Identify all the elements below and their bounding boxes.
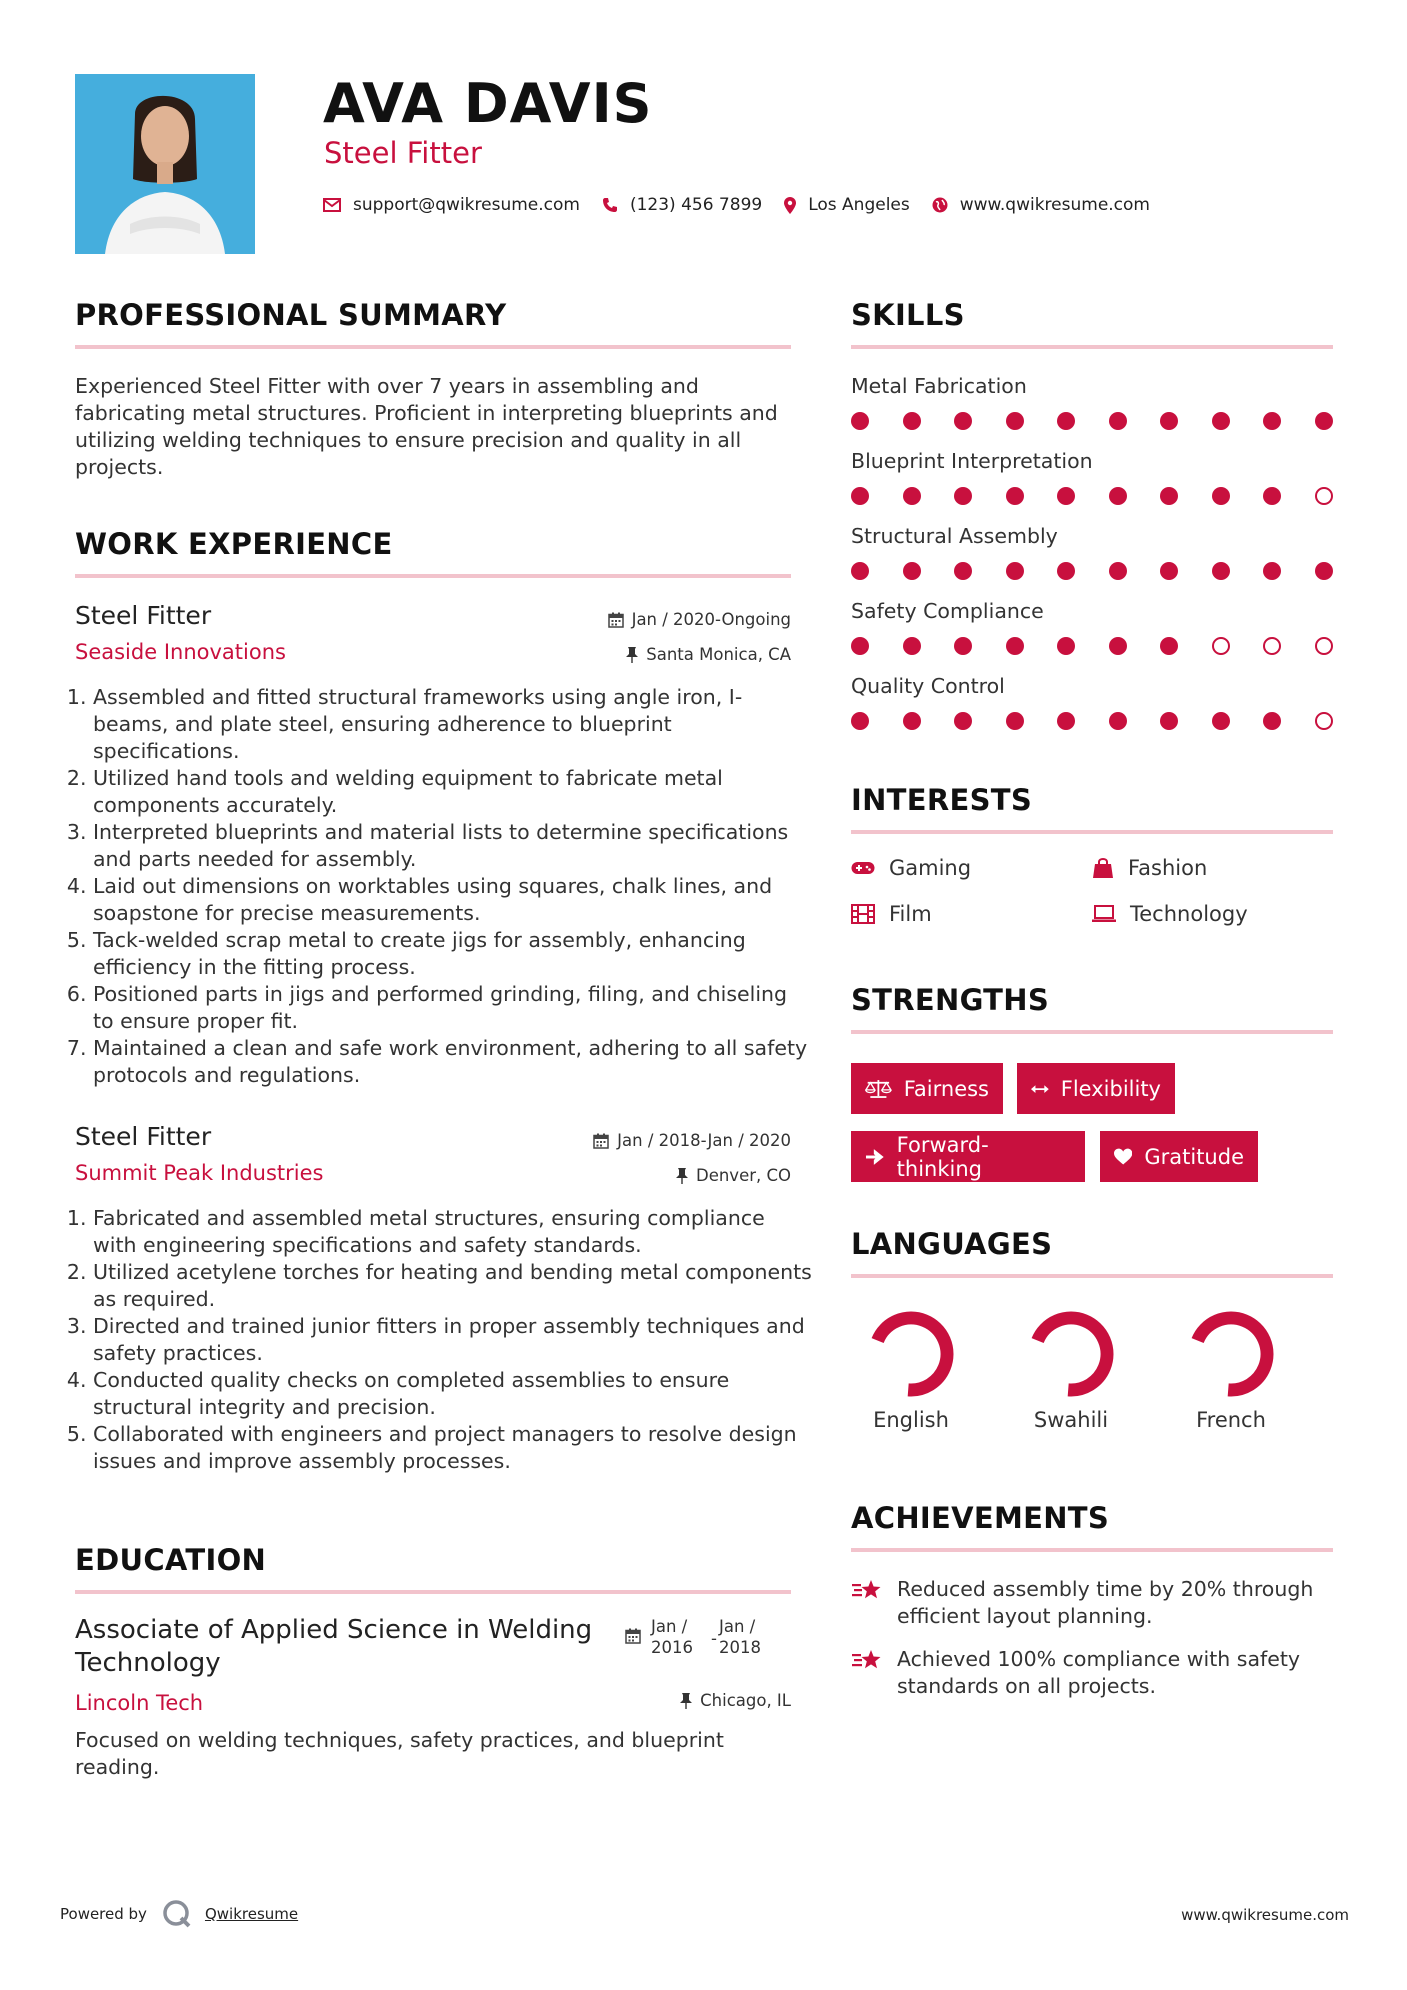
skill-rating — [851, 562, 1336, 584]
candidate-role: Steel Fitter — [324, 136, 482, 170]
skill-dot-filled — [954, 487, 972, 505]
education-location-text: Chicago, IL — [700, 1691, 791, 1710]
skill-dot-filled — [954, 637, 972, 655]
balance-scale-icon — [865, 1078, 892, 1100]
education-dates — [625, 1616, 761, 1658]
skill-dot-filled — [1109, 412, 1127, 430]
achievement-text: Achieved 100% compliance with safety standards on all projects. — [897, 1647, 1301, 1698]
skill-dot-filled — [1109, 487, 1127, 505]
education-location — [440, 1691, 791, 1710]
education-heading: EDUCATION — [75, 1543, 267, 1577]
job-dates-text: Jan / 2018-Jan / 2020 — [617, 1131, 791, 1150]
skill-dot-filled — [1109, 712, 1127, 730]
language-name: French — [1196, 1408, 1266, 1432]
interest-label: Technology — [1130, 902, 1248, 926]
skill-dot-filled — [1315, 562, 1333, 580]
contact-email-text: support@qwikresume.com — [353, 195, 580, 215]
skill-rating — [851, 637, 1336, 659]
skills-rule — [851, 345, 1333, 349]
job-dates — [440, 1131, 791, 1150]
laptop-icon — [1092, 905, 1116, 923]
strengths-rule — [851, 1030, 1333, 1034]
language-gauge — [1023, 1306, 1119, 1402]
strengths-heading: STRENGTHS — [851, 983, 1050, 1017]
skill-dot-filled — [1160, 487, 1178, 505]
gamepad-icon — [851, 860, 875, 876]
interest-label: Fashion — [1128, 856, 1208, 880]
skill-dot-filled — [1057, 637, 1075, 655]
pushpin-icon — [680, 1693, 692, 1709]
contact-website-text: www.qwikresume.com — [959, 195, 1150, 215]
footer-powered-by — [60, 1898, 298, 1930]
education-degree: Associate of Applied Science in Welding Technology — [75, 1615, 593, 1678]
interest-film — [851, 902, 932, 926]
strength-badge — [1100, 1131, 1258, 1182]
job-dates-text: Jan / 2020-Ongoing — [631, 610, 791, 629]
heart-icon — [1114, 1147, 1132, 1167]
language-name: English — [873, 1408, 949, 1432]
job-dates — [440, 610, 791, 629]
skill-dot-filled — [903, 487, 921, 505]
skill-name: Blueprint Interpretation — [851, 449, 1093, 473]
education-description: Focused on welding techniques, safety practices, and blueprint reading. — [75, 1728, 724, 1779]
calendar-icon — [593, 1133, 609, 1149]
education-start — [651, 1616, 693, 1658]
skill-dot-filled — [1006, 637, 1024, 655]
skill-dot-empty — [1263, 637, 1281, 655]
skill-dot-empty — [1315, 487, 1333, 505]
language-level-arc — [1184, 1307, 1278, 1401]
film-icon — [851, 904, 875, 924]
skill-dot-filled — [1263, 562, 1281, 580]
skill-dot-filled — [1006, 412, 1024, 430]
skill-dot-filled — [1160, 637, 1178, 655]
contact-website[interactable] — [932, 195, 1150, 215]
skill-dot-filled — [903, 412, 921, 430]
interest-label: Gaming — [889, 856, 972, 880]
duty-item: 1. Assembled and fitted structural frameworks using angle iron, I-beams, and plate steel, ensuring adherence to blueprint specifications. — [93, 684, 813, 765]
strength-label: Flexibility — [1060, 1076, 1161, 1101]
strength-badge — [1017, 1063, 1175, 1114]
language-level-arc — [1024, 1307, 1118, 1401]
duty-item: 1. Fabricated and assembled metal structures, ensuring compliance with engineering specifications and safety standards. — [93, 1205, 813, 1259]
calendar-icon — [625, 1628, 641, 1644]
achievements-rule — [851, 1548, 1333, 1552]
languages-rule — [851, 1274, 1333, 1278]
achievement-item — [851, 1576, 1331, 1630]
skill-dot-filled — [1212, 412, 1230, 430]
skill-dot-filled — [954, 562, 972, 580]
skill-dot-filled — [1212, 712, 1230, 730]
interests-heading: INTERESTS — [851, 783, 1033, 817]
language-item — [851, 1306, 971, 1432]
duty-item: 7. Maintained a clean and safe work environment, adhering to all safety protocols and regulations. — [93, 1035, 813, 1089]
job-title: Steel Fitter — [75, 601, 212, 630]
skill-dot-filled — [954, 412, 972, 430]
calendar-icon — [608, 612, 624, 628]
job-duties-list — [75, 1205, 813, 1475]
languages-heading: LANGUAGES — [851, 1227, 1053, 1261]
experience-heading: WORK EXPERIENCE — [75, 527, 393, 561]
achievements-heading: ACHIEVEMENTS — [851, 1501, 1110, 1535]
education-school: Lincoln Tech — [75, 1691, 204, 1715]
education-end — [719, 1616, 761, 1658]
skill-name: Safety Compliance — [851, 599, 1044, 623]
skill-dot-filled — [1160, 562, 1178, 580]
phone-icon — [602, 197, 618, 213]
contact-phone[interactable] — [602, 195, 762, 215]
contact-email[interactable] — [323, 195, 580, 215]
skill-dot-filled — [851, 562, 869, 580]
skill-dot-empty — [1315, 712, 1333, 730]
skill-dot-filled — [1263, 712, 1281, 730]
envelope-icon — [323, 198, 341, 212]
map-pin-icon — [784, 197, 796, 214]
summary-text: Experienced Steel Fitter with over 7 years in assembling and fabricating metal structures. Proficient in interpreting blueprints and utilizing welding techniques to ensure precision and quality in all projects. — [75, 374, 778, 479]
arrows-horizontal-icon — [1031, 1082, 1049, 1096]
candidate-name: AVA DAVIS — [323, 72, 653, 135]
skill-dot-filled — [1057, 562, 1075, 580]
skill-dot-filled — [851, 637, 869, 655]
skill-name: Structural Assembly — [851, 524, 1058, 548]
skill-rating — [851, 487, 1336, 509]
job-company: Summit Peak Industries — [75, 1161, 324, 1185]
strength-label: Gratitude — [1144, 1144, 1244, 1169]
language-item — [1171, 1306, 1291, 1432]
job-company: Seaside Innovations — [75, 640, 286, 664]
duty-item: 4. Conducted quality checks on completed assemblies to ensure structural integrity and precision. — [93, 1367, 813, 1421]
skill-dot-filled — [1263, 412, 1281, 430]
skill-dot-filled — [1006, 712, 1024, 730]
strength-badge — [851, 1063, 1003, 1114]
skill-dot-filled — [1006, 562, 1024, 580]
profile-photo — [75, 74, 255, 254]
skill-dot-filled — [954, 712, 972, 730]
duty-item: 6. Positioned parts in jigs and performed grinding, filing, and chiseling to ensure proper fit. — [93, 981, 813, 1035]
pushpin-icon — [676, 1168, 688, 1184]
duty-item: 3. Interpreted blueprints and material lists to determine specifications and parts needed for assembly. — [93, 819, 813, 873]
interests-rule — [851, 830, 1333, 834]
education-end-year: 2018 — [718, 1638, 761, 1657]
interest-fashion — [1092, 856, 1207, 880]
achievement-item — [851, 1646, 1331, 1700]
job-location-text: Santa Monica, CA — [646, 645, 791, 664]
qwikresume-logo-icon — [161, 1898, 193, 1930]
skill-name: Metal Fabrication — [851, 374, 1027, 398]
contact-bar — [323, 192, 1172, 218]
contact-phone-text: (123) 456 7899 — [629, 195, 763, 215]
skill-dot-empty — [1212, 637, 1230, 655]
shooting-star-icon — [851, 1578, 883, 1602]
language-name: Swahili — [1033, 1408, 1109, 1432]
duty-item: 2. Utilized hand tools and welding equipment to fabricate metal components accurately. — [93, 765, 813, 819]
skill-dot-filled — [1263, 487, 1281, 505]
skill-dot-filled — [1160, 412, 1178, 430]
skill-dot-filled — [851, 412, 869, 430]
education-start-month: Jan / — [651, 1617, 688, 1636]
skill-dot-filled — [1212, 487, 1230, 505]
interest-label: Film — [889, 902, 932, 926]
experience-rule — [75, 574, 791, 578]
skill-name: Quality Control — [851, 674, 1005, 698]
arrow-right-icon — [865, 1148, 885, 1166]
job-location — [440, 645, 791, 664]
language-item — [1011, 1306, 1131, 1432]
skill-dot-empty — [1315, 637, 1333, 655]
language-level-arc — [864, 1307, 958, 1401]
job-title: Steel Fitter — [75, 1122, 212, 1151]
skill-dot-filled — [1057, 412, 1075, 430]
skill-dot-filled — [1057, 487, 1075, 505]
footer-brand-link[interactable]: Qwikresume — [204, 1905, 299, 1923]
duty-item: 5. Tack-welded scrap metal to create jigs for assembly, enhancing efficiency in the fitting process. — [93, 927, 813, 981]
skill-dot-filled — [851, 712, 869, 730]
interest-technology — [1092, 902, 1248, 926]
education-date-dash: - — [711, 1629, 717, 1648]
education-rule — [75, 1590, 791, 1594]
language-gauge — [1183, 1306, 1279, 1402]
duty-item: 5. Collaborated with engineers and project managers to resolve design issues and improve assembly processes. — [93, 1421, 813, 1475]
skills-heading: SKILLS — [851, 298, 965, 332]
strength-label: Fairness — [903, 1076, 989, 1101]
pushpin-icon — [626, 647, 638, 663]
contact-location-text: Los Angeles — [808, 195, 910, 215]
education-start-year: 2016 — [651, 1638, 693, 1657]
skill-dot-filled — [903, 562, 921, 580]
summary-rule — [75, 345, 791, 349]
skill-dot-filled — [1109, 562, 1127, 580]
education-end-month: Jan / — [718, 1617, 756, 1636]
skill-dot-filled — [903, 712, 921, 730]
skill-dot-filled — [1315, 412, 1333, 430]
strength-badge — [851, 1131, 1085, 1182]
powered-by-label: Powered by — [60, 1905, 147, 1923]
duty-item: 2. Utilized acetylene torches for heating and bending metal components as required. — [93, 1259, 813, 1313]
summary-heading: PROFESSIONAL SUMMARY — [75, 298, 507, 332]
interest-gaming — [851, 856, 971, 880]
skill-dot-filled — [1057, 712, 1075, 730]
contact-location — [784, 195, 910, 215]
skill-dot-filled — [1212, 562, 1230, 580]
job-location — [440, 1166, 791, 1185]
shopping-bag-icon — [1092, 857, 1114, 879]
strength-label: Forward-thinking — [896, 1132, 989, 1181]
skill-dot-filled — [1006, 487, 1024, 505]
duty-item: 3. Directed and trained junior fitters in proper assembly techniques and safety practices. — [93, 1313, 813, 1367]
job-location-text: Denver, CO — [695, 1166, 791, 1185]
skill-rating — [851, 712, 1336, 734]
skill-dot-filled — [903, 637, 921, 655]
language-gauge — [863, 1306, 959, 1402]
achievement-text: Reduced assembly time by 20% through efficient layout planning. — [897, 1577, 1314, 1628]
skill-dot-filled — [1109, 637, 1127, 655]
duty-item: 4. Laid out dimensions on worktables using squares, chalk lines, and soapstone for precise measurements. — [93, 873, 813, 927]
skill-dot-filled — [1160, 712, 1178, 730]
skill-dot-filled — [851, 487, 869, 505]
globe-icon — [932, 197, 948, 213]
skill-rating — [851, 412, 1336, 434]
footer-website[interactable]: www.qwikresume.com — [1181, 1906, 1349, 1924]
shooting-star-icon — [851, 1648, 883, 1672]
job-duties-list — [75, 684, 813, 1089]
